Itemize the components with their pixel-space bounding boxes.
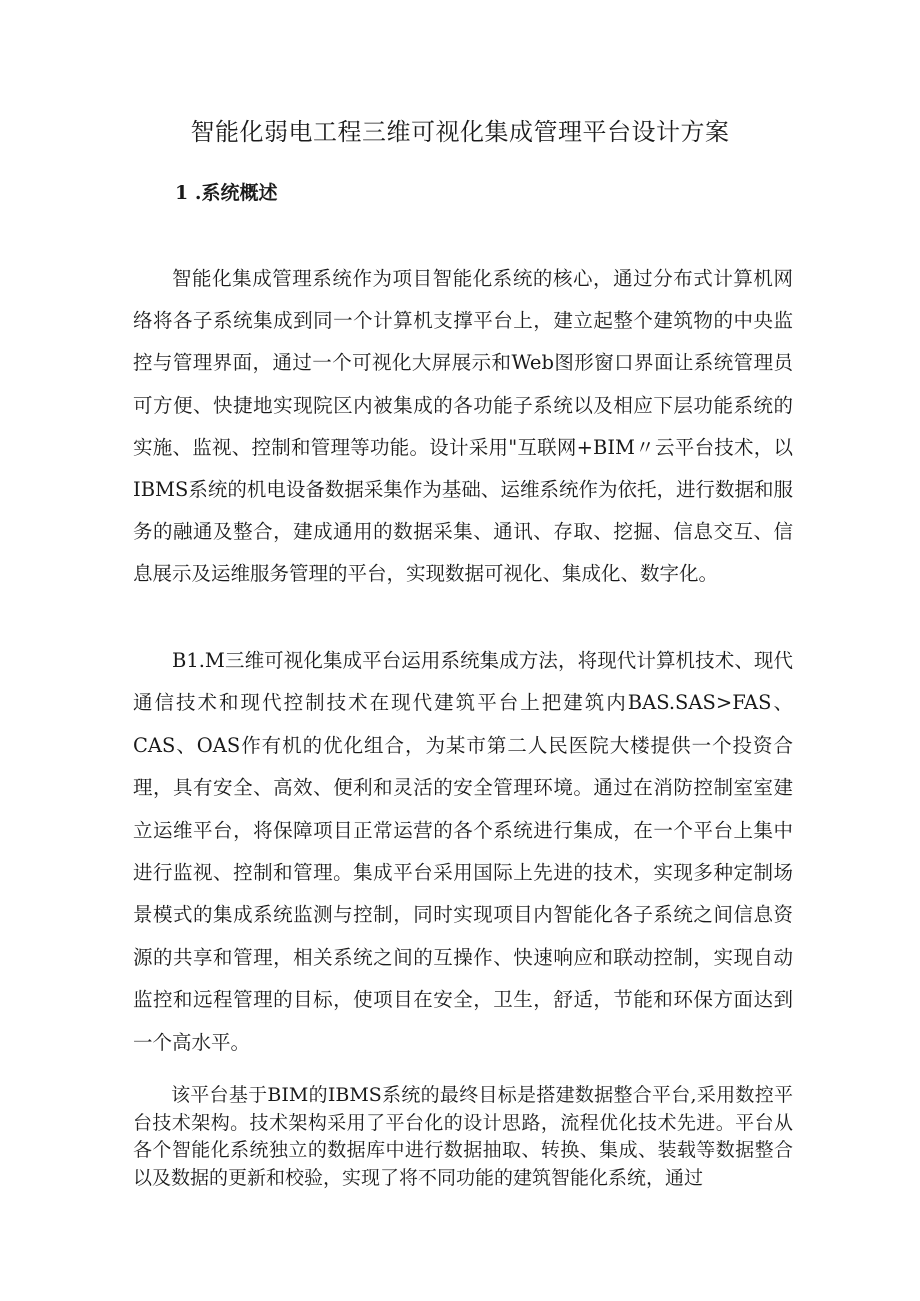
paragraph-overview-2: B1.M三维可视化集成平台运用系统集成方法，将现代计算机技术、现代通信技术和现代控制技术在现代建筑平台上把建筑内BAS.SAS>FAS、CAS、OAS作有机的优化组合，为某市第二人民医院大楼提供一个投资合理，具有安全、高效、便利和灵活的安全管理环境。通过在消防控制室室建立运维平台，将保障项目正常运营的各个系统进行集成，在一个平台上集中进行监视、控制和管理。集成平台采用国际上先进的技术，实现多种定制场景模式的集成系统监测与控制，同时实现项目内智能化各子系统之间信息资源的共享和管理，相关系统之间的互操作、快速响应和联动控制，实现自动监控和远程管理的目标，使项目在安全，卫生，舒适，节能和环保方面达到一个高水平。 [133, 649, 793, 1054]
document-title: 智能化弱电工程三维可视化集成管理平台设计方案 [190, 118, 730, 146]
paragraph-overview-1: 智能化集成管理系统作为项目智能化系统的核心，通过分布式计算机网络将各子系统集成到同一个计算机支撑平台上，建立起整个建筑物的中央监控与管理界面，通过一个可视化大屏展示和Web图形窗口界面让系统管理员可方便、快捷地实现院区内被集成的各功能子系统以及相应下层功能系统的实施、监视、控制和管理等功能。设计采用"互联网+BIM〃云平台技术，以IBMS系统的机电设备数据采集作为基础、运维系统作为依托，进行数据和服务的融通及整合，建成通用的数据采集、通讯、存取、挖掘、信息交互、信息展示及运维服务管理的平台，实现数据可视化、集成化、数字化。 [133, 267, 793, 586]
paragraph-overview-3: 该平台基于BIM的IBMS系统的最终目标是搭建数据整合平台,采用数控平台技术架构。技术架构采用了平台化的设计思路，流程优化技术先进。平台从各个智能化系统独立的数据库中进行数据抽取、转换、集成、装载等数据整合以及数据的更新和校验，实现了将不同功能的建筑智能化系统，通过 [133, 1084, 793, 1189]
section-heading: 1 .系统概述 [175, 182, 278, 204]
